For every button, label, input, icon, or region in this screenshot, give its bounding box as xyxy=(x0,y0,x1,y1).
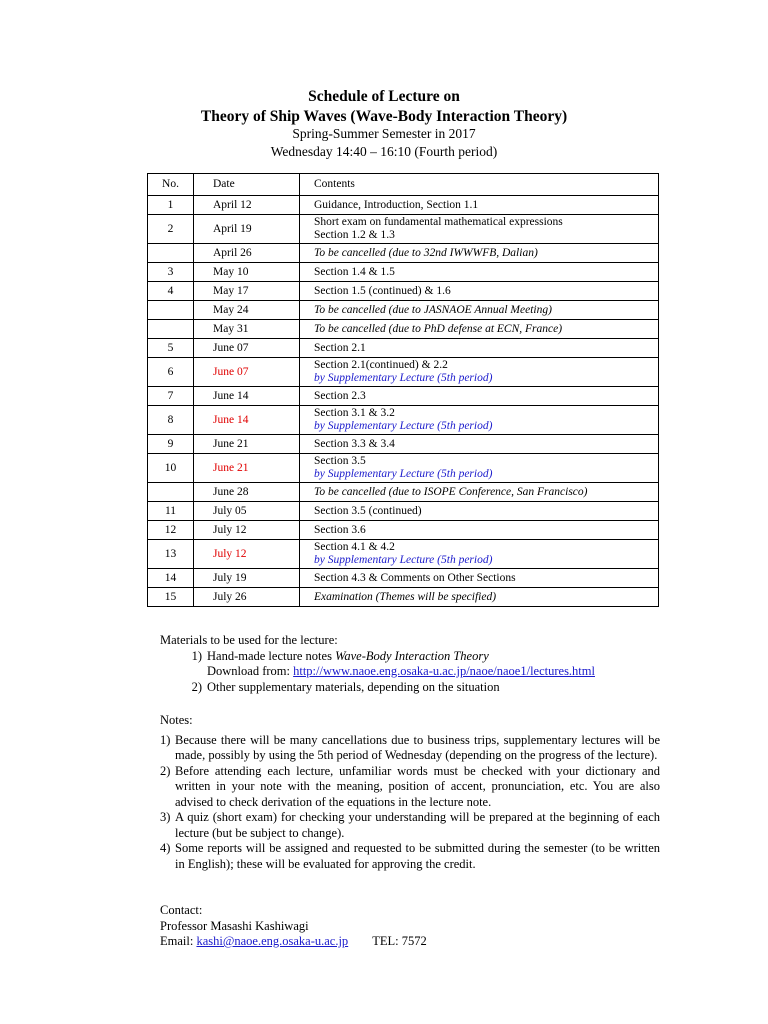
row-no xyxy=(148,483,194,502)
note-text: A quiz (short exam) for checking your understanding will be prepared at the beginning of each lecture (but be subject to change). xyxy=(175,810,660,840)
note-number: 4) xyxy=(160,841,171,855)
row-date: June 21 xyxy=(194,435,300,454)
supplementary-note: by Supplementary Lecture (5th period) xyxy=(314,468,493,480)
contact-email-line xyxy=(160,934,660,950)
materials-item-1-num: 1) xyxy=(191,648,202,663)
table-row xyxy=(148,215,659,244)
supplementary-note: by Supplementary Lecture (5th period) xyxy=(314,372,493,384)
row-contents xyxy=(300,358,659,387)
row-contents: Section 3.3 & 3.4 xyxy=(300,435,659,454)
note-item-3 xyxy=(160,810,660,841)
table-row xyxy=(148,196,659,215)
header-contents: Contents xyxy=(300,174,659,196)
row-contents-line1: Short exam on fundamental mathematical expressions xyxy=(314,216,563,228)
row-no: 6 xyxy=(148,358,194,387)
row-contents xyxy=(300,215,659,244)
download-line xyxy=(160,664,680,680)
note-number: 3) xyxy=(160,810,171,824)
table-row xyxy=(148,540,659,569)
contact-tel: TEL: 7572 xyxy=(372,934,427,948)
row-no: 11 xyxy=(148,502,194,521)
email-label: Email: xyxy=(160,934,197,948)
row-date-supplementary: July 12 xyxy=(194,540,300,569)
contact-section xyxy=(160,903,660,950)
table-row xyxy=(148,301,659,320)
semester-line: Spring-Summer Semester in 2017 xyxy=(292,126,476,141)
note-number: 1) xyxy=(160,732,171,747)
row-no xyxy=(148,244,194,263)
note-item-4 xyxy=(160,841,660,872)
row-no: 14 xyxy=(148,569,194,588)
table-row xyxy=(148,502,659,521)
row-date: April 26 xyxy=(194,244,300,263)
note-text: Before attending each lecture, unfamiliar words must be checked with your dictionary and written in your note with the meaning, position of accent, pronunciation, etc. You are also advised to check derivation of the equations in the lecture note. xyxy=(175,763,660,809)
row-no: 12 xyxy=(148,521,194,540)
row-contents: Section 2.3 xyxy=(300,387,659,406)
header-no: No. xyxy=(148,174,194,196)
download-link[interactable]: http://www.naoe.eng.osaka-u.ac.jp/naoe/naoe1/lectures.html xyxy=(293,664,595,678)
row-date: May 24 xyxy=(194,301,300,320)
supplementary-note: by Supplementary Lecture (5th period) xyxy=(314,420,493,432)
note-item-2 xyxy=(160,764,660,811)
note-text: Some reports will be assigned and requested to be submitted during the semester (to be written in English); these will be evaluated for approving the credit. xyxy=(175,841,660,871)
row-no: 13 xyxy=(148,540,194,569)
row-contents: To be cancelled (due to PhD defense at ECN, France) xyxy=(300,320,659,339)
note-text: Because there will be many cancellations due to business trips, supplementary lectures will be made, possibly by using the 5th period of Wednesday (depending on the progress of the lecture). xyxy=(175,732,660,762)
table-row xyxy=(148,263,659,282)
row-date: July 19 xyxy=(194,569,300,588)
row-no: 10 xyxy=(148,454,194,483)
materials-item-2-text: Other supplementary materials, depending on the situation xyxy=(207,679,500,694)
row-date: July 12 xyxy=(194,521,300,540)
title-line1: Schedule of Lecture on xyxy=(308,88,460,105)
row-contents: Section 3.6 xyxy=(300,521,659,540)
contact-name: Professor Masashi Kashiwagi xyxy=(160,918,309,933)
row-contents-line1: Section 2.1(continued) & 2.2 xyxy=(314,359,448,371)
row-no: 4 xyxy=(148,282,194,301)
row-no xyxy=(148,320,194,339)
schedule-table xyxy=(147,173,659,607)
row-contents-line1: Section 3.1 & 3.2 xyxy=(314,407,395,419)
row-no: 7 xyxy=(148,387,194,406)
row-no: 1 xyxy=(148,196,194,215)
row-no: 5 xyxy=(148,339,194,358)
row-date: June 28 xyxy=(194,483,300,502)
row-contents: To be cancelled (due to JASNAOE Annual Meeting) xyxy=(300,301,659,320)
note-item-1 xyxy=(160,733,660,764)
row-contents xyxy=(300,540,659,569)
row-date-supplementary: June 07 xyxy=(194,358,300,387)
table-row xyxy=(148,320,659,339)
materials-item-1-text: Hand-made lecture notes xyxy=(207,648,336,663)
table-row xyxy=(148,387,659,406)
materials-item-1 xyxy=(160,649,680,665)
time-line: Wednesday 14:40 – 16:10 (Fourth period) xyxy=(270,144,498,159)
row-date: May 10 xyxy=(194,263,300,282)
row-no xyxy=(148,301,194,320)
table-row xyxy=(148,339,659,358)
table-row xyxy=(148,282,659,301)
download-label: Download from: xyxy=(207,664,294,678)
row-date: April 12 xyxy=(194,196,300,215)
table-row xyxy=(148,483,659,502)
row-contents-line2: Section 1.2 & 1.3 xyxy=(314,229,395,241)
note-number: 2) xyxy=(160,763,171,778)
row-contents: To be cancelled (due to ISOPE Conference, San Francisco) xyxy=(300,483,659,502)
row-contents: Section 2.1 xyxy=(300,339,659,358)
email-link[interactable]: kashi@naoe.eng.osaka-u.ac.jp xyxy=(196,934,349,948)
materials-heading: Materials to be used for the lecture: xyxy=(160,633,338,647)
row-contents: To be cancelled (due to 32nd IWWWFB, Dalian) xyxy=(300,244,659,263)
notes-section xyxy=(160,713,660,872)
table-row xyxy=(148,435,659,454)
row-contents: Examination (Themes will be specified) xyxy=(300,588,659,607)
row-no: 15 xyxy=(148,588,194,607)
row-no: 2 xyxy=(148,215,194,244)
materials-section xyxy=(160,633,680,695)
table-row xyxy=(148,569,659,588)
materials-item-2 xyxy=(160,680,680,696)
row-date-supplementary: June 21 xyxy=(194,454,300,483)
row-contents xyxy=(300,406,659,435)
row-date: May 17 xyxy=(194,282,300,301)
row-contents-line1: Section 3.5 xyxy=(314,455,366,467)
row-date: July 26 xyxy=(194,588,300,607)
table-header-row xyxy=(148,174,659,196)
row-contents: Guidance, Introduction, Section 1.1 xyxy=(300,196,659,215)
table-row xyxy=(148,406,659,435)
row-date: June 14 xyxy=(194,387,300,406)
row-contents-line1: Section 4.1 & 4.2 xyxy=(314,541,395,553)
notes-heading: Notes: xyxy=(160,713,193,727)
materials-item-2-num: 2) xyxy=(191,679,202,694)
row-no: 8 xyxy=(148,406,194,435)
supplementary-note: by Supplementary Lecture (5th period) xyxy=(314,554,493,566)
table-row xyxy=(148,521,659,540)
row-date-supplementary: June 14 xyxy=(194,406,300,435)
contact-heading: Contact: xyxy=(160,903,203,917)
table-row xyxy=(148,588,659,607)
row-date: July 05 xyxy=(194,502,300,521)
row-contents: Section 1.5 (continued) & 1.6 xyxy=(300,282,659,301)
row-date: May 31 xyxy=(194,320,300,339)
row-no: 3 xyxy=(148,263,194,282)
row-date: April 19 xyxy=(194,215,300,244)
row-contents: Section 4.3 & Comments on Other Sections xyxy=(300,569,659,588)
lecture-notes-title: Wave-Body Interaction Theory xyxy=(335,648,489,663)
row-contents: Section 1.4 & 1.5 xyxy=(300,263,659,282)
row-contents xyxy=(300,454,659,483)
table-row xyxy=(148,454,659,483)
header-date: Date xyxy=(194,174,300,196)
table-row xyxy=(148,244,659,263)
table-row xyxy=(148,358,659,387)
title-line2: Theory of Ship Waves (Wave-Body Interaction Theory) xyxy=(200,108,568,125)
row-no: 9 xyxy=(148,435,194,454)
row-date: June 07 xyxy=(194,339,300,358)
row-contents: Section 3.5 (continued) xyxy=(300,502,659,521)
